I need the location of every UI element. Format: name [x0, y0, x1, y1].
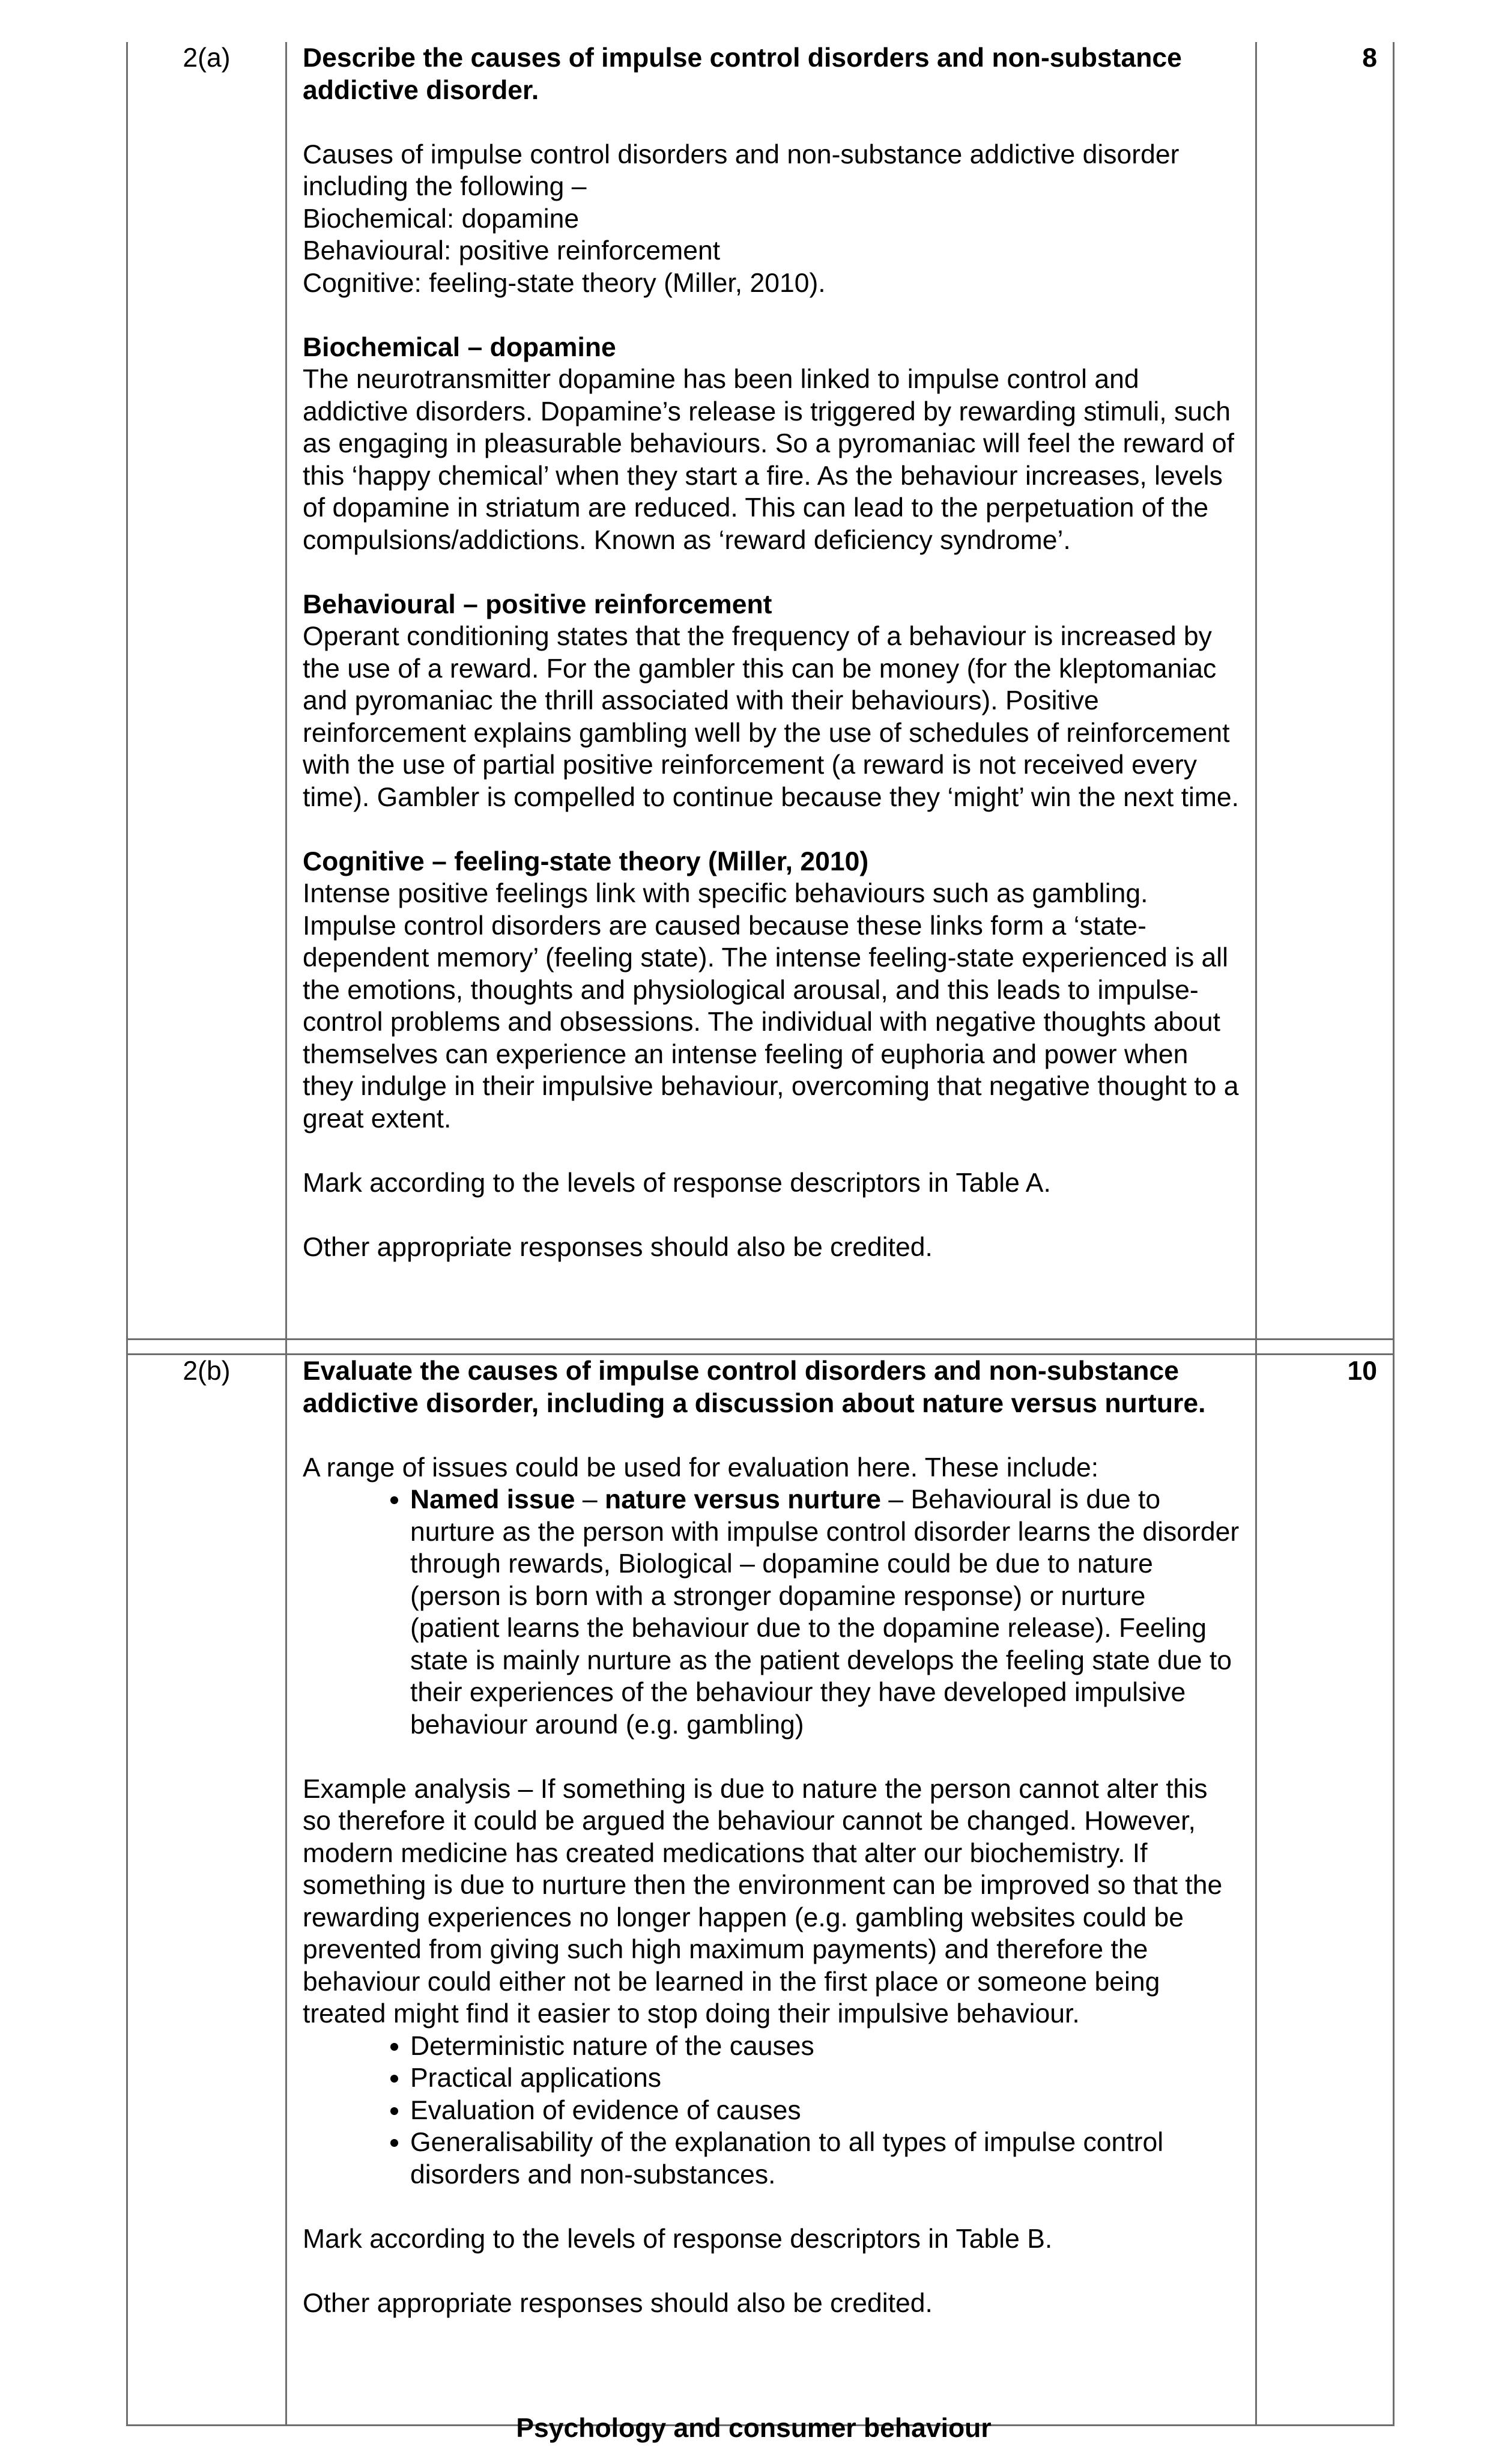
credit-note: Other appropriate responses should also be credited. — [303, 2288, 933, 2318]
section-body: Intense positive feelings link with specific behaviours such as gambling. Impulse control disorders are caused because these links form a ‘state-dependent memory’ (feeling state). The intense feeling-state experienced is all the emotions, thoughts and physiological arousal, and this leads to impulse-control problems and obsessions. The individual with negative thoughts about themselves can experience an intense feeling of euphoria and power when they indulge in their impulsive behaviour, overcoming that negative thought to a great extent. — [303, 879, 1239, 1133]
named-issue-item — [410, 1484, 1240, 1741]
answer-cell — [286, 1355, 1256, 2426]
question-row-2b — [127, 1355, 1394, 2426]
question-number: 2(a) — [127, 42, 286, 1340]
mark-note: Mark according to the levels of response descriptors in Table B. — [303, 2224, 1053, 2254]
range-intro: A range of issues could be used for evaluation here. These include: — [303, 1452, 1099, 1482]
intro-line: Causes of impulse control disorders and non-substance addictive disorder including the following – — [303, 139, 1180, 201]
row-separator — [127, 1340, 1394, 1355]
evaluation-point: • Practical applications — [410, 2062, 1240, 2095]
section-body: The neurotransmitter dopamine has been linked to impulse control and addictive disorders. Dopamine’s release is triggered by rewarding stimuli, such as engaging in pleasurable behaviours. So a pyromaniac will feel the reward of this ‘happy chemical’ when they start a fire. As the behaviour increases, levels of dopamine in striatum are reduced. This can lead to the perpetuation of the compulsions/addictions. Known as ‘reward deficiency syndrome’. — [303, 365, 1235, 555]
named-issue-dash: – — [575, 1485, 605, 1514]
evaluation-point: • Evaluation of evidence of causes — [410, 2095, 1240, 2127]
marks-value: 8 — [1256, 42, 1394, 1340]
question-row-2a — [127, 42, 1394, 1340]
section-heading: Cognitive – feeling-state theory (Miller, 2010) — [303, 846, 869, 876]
named-issue-list — [303, 1484, 1240, 1741]
intro-line: Biochemical: dopamine — [303, 204, 580, 234]
mark-scheme-table — [126, 42, 1395, 2426]
section-heading: Biochemical – dopamine — [303, 332, 616, 362]
intro-line: Behavioural: positive reinforcement — [303, 236, 721, 266]
section-heading: Behavioural – positive reinforcement — [303, 589, 772, 619]
credit-note: Other appropriate responses should also be credited. — [303, 1232, 933, 1262]
named-issue-label: Named issue — [410, 1485, 575, 1514]
mark-note: Mark according to the levels of response descriptors in Table A. — [303, 1168, 1051, 1198]
intro-line: Cognitive: feeling-state theory (Miller, 2010). — [303, 268, 826, 298]
page-footer: Psychology and consumer behaviour — [516, 2414, 992, 2443]
question-number: 2(b) — [127, 1355, 286, 2426]
named-issue-text: – Behavioural is due to nurture as the person with impulse control disorder learns the disorder through rewards, Biological – dopamine could be due to nature (person is born with a stronger dopamine response) or nurture (patient learns the behaviour due to the dopamine release). Feeling state is mainly nurture as the patient develops the feeling state due to their experiences of the behaviour they have developed impulsive behaviour around (e.g. gambling) — [410, 1485, 1240, 1740]
question-text: Evaluate the causes of impulse control disorders and non-substance addictive disorder, including a discussion about nature versus nurture. — [303, 1356, 1206, 1418]
section-body: Operant conditioning states that the frequency of a behaviour is increased by the use of a reward. For the gambler this can be money (for the kleptomaniac and pyromaniac the thrill associated with their behaviours). Positive reinforcement explains gambling well by the use of schedules of reinforcement with the use of partial positive reinforcement (a reward is not received every time). Gambler is compelled to continue because they ‘might’ win the next time. — [303, 622, 1240, 812]
question-text: Describe the causes of impulse control disorders and non-substance addictive disorder. — [303, 43, 1182, 105]
evaluation-points-list — [303, 2030, 1240, 2191]
answer-cell — [286, 42, 1256, 1340]
marks-value: 10 — [1256, 1355, 1394, 2426]
example-analysis: Example analysis – If something is due to nature the person cannot alter this so therefore it could be argued the behaviour cannot be changed. However, modern medicine has created medications that alter our biochemistry. If something is due to nurture then the environment can be improved so that the rewarding experiences no longer happen (e.g. gambling websites could be prevented from giving such high maximum payments) and therefore the behaviour could either not be learned in the first place or someone being treated might find it easier to stop doing their impulsive behaviour. — [303, 1774, 1223, 2029]
named-issue-topic: nature versus nurture — [605, 1485, 882, 1514]
evaluation-point: • Generalisability of the explanation to all types of impulse control disorders and non-substances. — [410, 2126, 1240, 2191]
evaluation-point: • Deterministic nature of the causes — [410, 2030, 1240, 2063]
